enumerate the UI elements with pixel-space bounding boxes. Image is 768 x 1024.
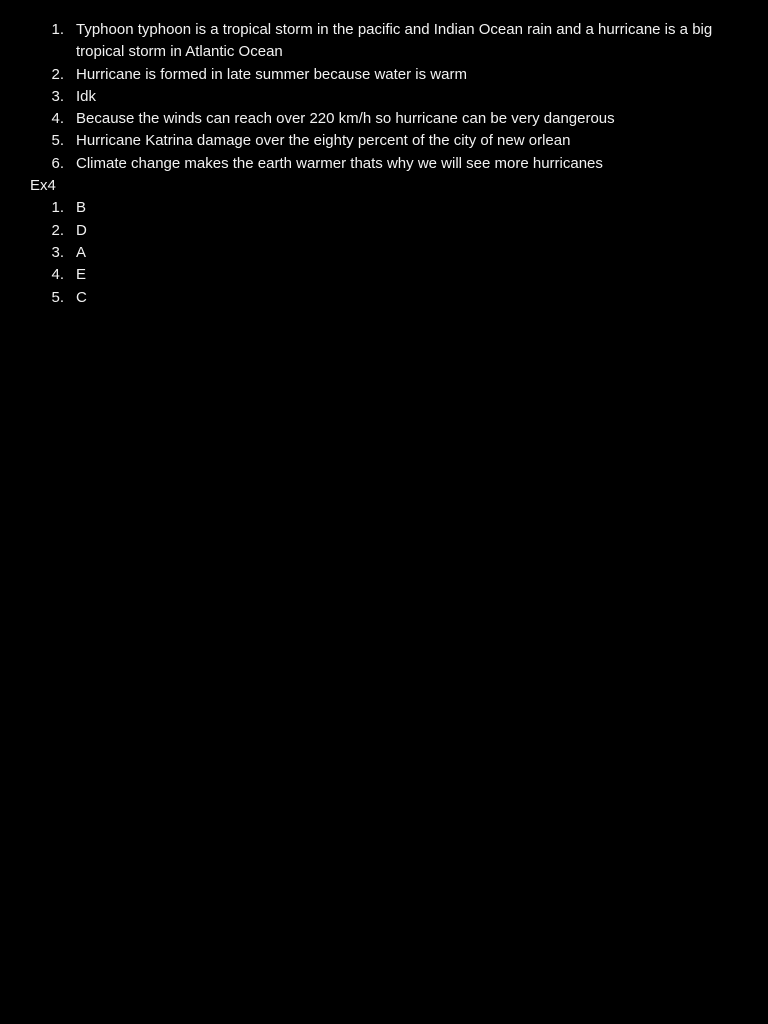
list-item: [0, 242, 768, 264]
list-item: [0, 220, 768, 242]
list-item: [0, 64, 768, 86]
list-item: [0, 153, 768, 175]
list-number: 3.: [51, 243, 64, 261]
list-text: D: [76, 221, 87, 239]
list-text: Climate change makes the earth warmer thats why we will see more hurricanes: [76, 154, 603, 172]
list-number: 4.: [51, 110, 64, 128]
list-number: 6.: [51, 154, 64, 172]
document-body[interactable]: [0, 19, 768, 309]
list-number: 5.: [51, 132, 64, 150]
list-number: 1.: [51, 21, 64, 38]
answer-list-1: [0, 19, 768, 175]
section-heading: Ex4: [30, 177, 56, 195]
list-number: 2.: [51, 221, 64, 239]
list-text: C: [76, 288, 87, 306]
list-number: 3.: [51, 87, 64, 105]
list-number: 2.: [51, 65, 64, 83]
list-number: 5.: [51, 288, 64, 306]
list-text: Because the winds can reach over 220 km/h so hurricane can be very dangerous: [76, 110, 615, 128]
list-text: Hurricane Katrina damage over the eighty percent of the city of new orlean: [76, 132, 571, 150]
list-item: [0, 130, 768, 152]
list-text: Hurricane is formed in late summer because water is warm: [76, 65, 467, 83]
list-item: [0, 264, 768, 286]
list-text: Idk: [76, 87, 97, 105]
list-text: Typhoon typhoon is a tropical storm in the pacific and Indian Ocean rain and a hurricane is a big tropical storm in Atlantic Ocean: [76, 21, 713, 61]
list-text: A: [76, 243, 87, 261]
list-item: [0, 108, 768, 130]
answer-list-2: [0, 197, 768, 308]
list-number: 4.: [51, 266, 64, 284]
list-text: B: [76, 199, 87, 217]
list-item: [0, 86, 768, 108]
list-item: [0, 19, 768, 64]
list-number: 1.: [51, 199, 64, 217]
list-item: [0, 287, 768, 309]
list-item: [0, 197, 768, 219]
list-text: E: [76, 266, 87, 284]
